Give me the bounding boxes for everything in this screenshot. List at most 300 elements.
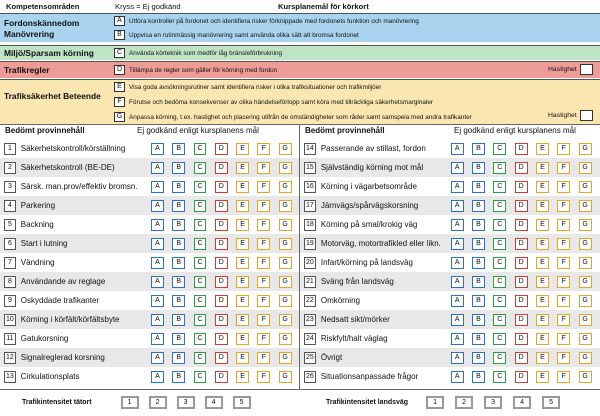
intensity-option-4[interactable]: 4 xyxy=(513,396,531,409)
row-label: Cirkulationsplats xyxy=(20,372,80,381)
grade-box-e[interactable]: E xyxy=(236,143,249,155)
grade-box-a[interactable]: A xyxy=(151,181,164,193)
row-number: 13 xyxy=(4,371,16,383)
grade-box-b[interactable]: B xyxy=(172,371,185,383)
right-assessment-subtitle: Ej godkänd enligt kursplanens mål xyxy=(454,126,576,135)
goal-e xyxy=(114,82,381,92)
left-assessment-header xyxy=(0,124,299,138)
row-number: 15 xyxy=(304,162,316,174)
grade-box-c[interactable]: C xyxy=(194,314,207,326)
assessment-row xyxy=(0,196,300,215)
grade-box-a[interactable]: A xyxy=(451,314,464,326)
grade-box-c[interactable]: C xyxy=(493,200,506,212)
grade-box-g[interactable]: G xyxy=(579,200,592,212)
grade-box-a[interactable]: A xyxy=(151,143,164,155)
grade-box-f[interactable]: F xyxy=(257,162,270,174)
grade-box-c[interactable]: C xyxy=(493,181,506,193)
goal-text: Anpassa körning, t.ex. hastighet och placering utifrån de omständigheter som råder samt samspela med andra trafikanter xyxy=(129,113,472,121)
grade-box-e[interactable]: E xyxy=(236,162,249,174)
grade-box-d[interactable]: D xyxy=(515,333,528,345)
grade-box-g[interactable]: G xyxy=(579,314,592,326)
grade-box-f[interactable]: F xyxy=(257,238,270,250)
grade-box-c[interactable]: C xyxy=(194,181,207,193)
grade-box-a[interactable]: A xyxy=(151,276,164,288)
goal-letter: F xyxy=(114,97,125,107)
row-number: 21 xyxy=(304,276,316,288)
grade-box-d[interactable]: D xyxy=(515,257,528,269)
grade-box-g[interactable]: G xyxy=(279,333,292,345)
grade-box-e[interactable]: E xyxy=(236,181,249,193)
grade-box-c[interactable]: C xyxy=(493,371,506,383)
speed-check-traffic-safety[interactable] xyxy=(548,110,593,121)
goal-letter: A xyxy=(114,16,125,26)
grade-box-e[interactable]: E xyxy=(236,352,249,364)
grade-box-a[interactable]: A xyxy=(451,162,464,174)
grade-box-a[interactable]: A xyxy=(151,162,164,174)
grade-box-c[interactable]: C xyxy=(194,143,207,155)
header-competence-areas: Kompetensområden xyxy=(6,2,80,11)
grade-box-d[interactable]: D xyxy=(215,200,228,212)
grade-box-c[interactable]: C xyxy=(493,238,506,250)
assessment-row xyxy=(300,177,600,196)
grade-box-a[interactable]: A xyxy=(451,333,464,345)
grade-box-d[interactable]: D xyxy=(515,181,528,193)
grade-box-e[interactable]: E xyxy=(536,333,549,345)
grade-box-e[interactable]: E xyxy=(536,143,549,155)
assessment-row xyxy=(0,177,300,196)
grade-box-c[interactable]: C xyxy=(493,333,506,345)
row-label: Säkerhetskontroll/körställning xyxy=(20,144,126,153)
grade-box-e[interactable]: E xyxy=(536,295,549,307)
grade-box-g[interactable]: G xyxy=(579,371,592,383)
grade-box-e[interactable]: E xyxy=(236,219,249,231)
grade-box-g[interactable]: G xyxy=(279,143,292,155)
grade-box-d[interactable]: D xyxy=(515,200,528,212)
grade-box-b[interactable]: B xyxy=(172,219,185,231)
grade-box-g[interactable]: G xyxy=(579,257,592,269)
grade-box-g[interactable]: G xyxy=(579,143,592,155)
grade-box-f[interactable]: F xyxy=(257,219,270,231)
grade-box-f[interactable]: F xyxy=(257,314,270,326)
grade-box-c[interactable]: C xyxy=(194,295,207,307)
row-number: 5 xyxy=(4,219,16,231)
row-number: 18 xyxy=(304,219,316,231)
row-label: Situationsanpassade frågor xyxy=(320,372,419,381)
grade-box-g[interactable]: G xyxy=(279,371,292,383)
assessment-row xyxy=(0,158,300,177)
grade-box-g[interactable]: G xyxy=(279,295,292,307)
intensity-option-3[interactable]: 3 xyxy=(177,396,195,409)
grade-box-e[interactable]: E xyxy=(236,371,249,383)
row-label: Körning i vägarbetsområde xyxy=(320,182,417,191)
grade-box-c[interactable]: C xyxy=(194,238,207,250)
assessment-row xyxy=(300,329,600,348)
goal-letter: D xyxy=(114,65,125,75)
grade-box-b[interactable]: B xyxy=(472,219,485,231)
row-number: 16 xyxy=(304,181,316,193)
grade-box-c[interactable]: C xyxy=(493,352,506,364)
grade-box-a[interactable]: A xyxy=(451,181,464,193)
assessment-row xyxy=(0,253,300,272)
grade-box-e[interactable]: E xyxy=(536,276,549,288)
row-number: 8 xyxy=(4,276,16,288)
row-label: Parkering xyxy=(20,201,56,210)
grade-box-g[interactable]: G xyxy=(279,276,292,288)
grade-box-b[interactable]: B xyxy=(472,143,485,155)
grade-box-f[interactable]: F xyxy=(557,162,570,174)
row-label: Vändning xyxy=(20,258,55,267)
grade-box-b[interactable]: B xyxy=(472,181,485,193)
grade-box-f[interactable]: F xyxy=(557,238,570,250)
row-number: 7 xyxy=(4,257,16,269)
grade-box-c[interactable]: C xyxy=(194,200,207,212)
grade-box-c[interactable]: C xyxy=(194,333,207,345)
grade-box-d[interactable]: D xyxy=(515,162,528,174)
row-number: 23 xyxy=(304,314,316,326)
row-number: 12 xyxy=(4,352,16,364)
assessment-row xyxy=(300,348,600,367)
row-label: Signalreglerad korsning xyxy=(20,353,105,362)
grade-box-b[interactable]: B xyxy=(172,352,185,364)
grade-box-f[interactable]: F xyxy=(557,181,570,193)
grade-box-c[interactable]: C xyxy=(194,371,207,383)
grade-box-e[interactable]: E xyxy=(536,238,549,250)
grade-box-g[interactable]: G xyxy=(579,276,592,288)
grade-box-a[interactable]: A xyxy=(451,371,464,383)
assessment-row xyxy=(0,291,300,310)
grade-box-f[interactable]: F xyxy=(557,314,570,326)
grade-box-b[interactable]: B xyxy=(472,314,485,326)
grade-box-a[interactable]: A xyxy=(451,200,464,212)
goal-text: Tillämpa de regler som gäller för körning med fordon xyxy=(129,66,278,74)
grade-box-b[interactable]: B xyxy=(472,371,485,383)
grade-box-d[interactable]: D xyxy=(215,276,228,288)
grade-box-f[interactable]: F xyxy=(257,352,270,364)
grade-box-c[interactable]: C xyxy=(493,276,506,288)
row-label: Infart/körning på landsväg xyxy=(320,258,413,267)
speed-checkbox[interactable] xyxy=(580,64,593,75)
speed-checkbox[interactable] xyxy=(580,110,593,121)
row-label: Backning xyxy=(20,220,54,229)
grade-box-d[interactable]: D xyxy=(215,352,228,364)
row-number: 19 xyxy=(304,238,316,250)
assessment-row xyxy=(300,234,600,253)
grade-box-g[interactable]: G xyxy=(579,238,592,250)
grade-box-g[interactable]: G xyxy=(279,200,292,212)
row-label: Start i lutning xyxy=(20,239,68,248)
grade-box-c[interactable]: C xyxy=(194,162,207,174)
assessment-row xyxy=(300,291,600,310)
grade-box-b[interactable]: B xyxy=(472,295,485,307)
goal-text: Använda körteknik som medför låg bränsleförbrukning xyxy=(129,49,283,57)
grade-box-g[interactable]: G xyxy=(279,352,292,364)
grade-box-b[interactable]: B xyxy=(472,333,485,345)
grade-box-g[interactable]: G xyxy=(279,181,292,193)
row-number: 22 xyxy=(304,295,316,307)
goal-text: Uppvisa en rutinmässig manövrering samt använda olika sätt att bromsa fordonet xyxy=(129,31,359,39)
grade-box-a[interactable]: A xyxy=(151,219,164,231)
row-number: 20 xyxy=(304,257,316,269)
grade-box-a[interactable]: A xyxy=(451,352,464,364)
goal-letter: G xyxy=(114,112,125,122)
grade-box-f[interactable]: F xyxy=(257,333,270,345)
row-number: 2 xyxy=(4,162,16,174)
grade-box-c[interactable]: C xyxy=(493,162,506,174)
grade-box-b[interactable]: B xyxy=(472,162,485,174)
intensity-urban-options xyxy=(121,396,251,409)
goal-g xyxy=(114,112,472,122)
row-number: 6 xyxy=(4,238,16,250)
header-cross-note: Kryss = Ej godkänd xyxy=(115,2,181,11)
grade-box-c[interactable]: C xyxy=(493,257,506,269)
grade-box-e[interactable]: E xyxy=(536,181,549,193)
row-label: Motorväg, motortrafikled eller likn. xyxy=(320,239,441,248)
grade-box-e[interactable]: E xyxy=(536,200,549,212)
grade-box-b[interactable]: B xyxy=(472,352,485,364)
grade-box-f[interactable]: F xyxy=(257,276,270,288)
row-number: 24 xyxy=(304,333,316,345)
grade-box-a[interactable]: A xyxy=(451,143,464,155)
grade-box-f[interactable]: F xyxy=(557,219,570,231)
row-label: Järnvägs/spårvägskorsning xyxy=(320,201,419,210)
grade-box-d[interactable]: D xyxy=(215,314,228,326)
goal-c xyxy=(114,48,282,58)
grade-box-c[interactable]: C xyxy=(493,219,506,231)
right-assessment-title: Bedömt provinnehåll xyxy=(305,126,385,135)
grade-box-a[interactable]: A xyxy=(151,314,164,326)
grade-box-a[interactable]: A xyxy=(151,238,164,250)
grade-box-d[interactable]: D xyxy=(215,181,228,193)
grade-box-e[interactable]: E xyxy=(536,371,549,383)
competence-traffic-safety xyxy=(0,79,600,124)
goal-text: Utföra kontroller på fordonet och identifiera risker förknippade med fordonets funktion och manövrering xyxy=(129,17,419,25)
row-label: Säkerhetskontroll (BE-DE) xyxy=(20,163,115,172)
assessment-row xyxy=(0,272,300,291)
grade-box-c[interactable]: C xyxy=(194,276,207,288)
grade-box-b[interactable]: B xyxy=(472,257,485,269)
grade-box-f[interactable]: F xyxy=(557,257,570,269)
grade-box-f[interactable]: F xyxy=(557,333,570,345)
competence-environment xyxy=(0,45,600,60)
grade-box-f[interactable]: F xyxy=(557,352,570,364)
grade-box-a[interactable]: A xyxy=(151,257,164,269)
grade-box-a[interactable]: A xyxy=(151,352,164,364)
grade-box-d[interactable]: D xyxy=(215,162,228,174)
grade-box-c[interactable]: C xyxy=(493,295,506,307)
left-assessment-subtitle: Ej godkänd enligt kursplanens mål xyxy=(137,126,259,135)
assessment-row xyxy=(0,329,300,348)
grade-box-g[interactable]: G xyxy=(279,257,292,269)
left-assessment-title: Bedömt provinnehåll xyxy=(5,126,85,135)
grade-box-e[interactable]: E xyxy=(536,219,549,231)
intensity-option-1[interactable]: 1 xyxy=(426,396,444,409)
row-label: Övrigt xyxy=(320,353,343,362)
grade-box-b[interactable]: B xyxy=(172,200,185,212)
grade-box-a[interactable]: A xyxy=(451,257,464,269)
row-label: Användande av reglage xyxy=(20,277,106,286)
row-label: Passerande av stillast, fordon xyxy=(320,144,426,153)
assessment-row xyxy=(0,310,300,329)
grade-box-b[interactable]: B xyxy=(172,238,185,250)
grade-box-c[interactable]: C xyxy=(493,143,506,155)
grade-box-e[interactable]: E xyxy=(236,257,249,269)
grade-box-b[interactable]: B xyxy=(172,333,185,345)
competence-name: Fordonskännedom Manövrering xyxy=(4,18,80,39)
grade-box-b[interactable]: B xyxy=(172,181,185,193)
row-label: Oskyddade trafikanter xyxy=(20,296,100,305)
goal-a xyxy=(114,16,419,26)
grade-box-d[interactable]: D xyxy=(515,238,528,250)
grade-box-d[interactable]: D xyxy=(215,143,228,155)
grade-box-f[interactable]: F xyxy=(257,295,270,307)
grade-box-b[interactable]: B xyxy=(172,162,185,174)
grade-box-b[interactable]: B xyxy=(172,143,185,155)
grade-box-b[interactable]: B xyxy=(172,314,185,326)
assessment-row xyxy=(0,348,300,367)
row-number: 10 xyxy=(4,314,16,326)
row-label: Särsk. man.prov/effektiv bromsn. xyxy=(20,182,138,191)
row-label: Sväng från landsväg xyxy=(320,277,394,286)
grade-box-c[interactable]: C xyxy=(194,219,207,231)
grade-box-g[interactable]: G xyxy=(279,314,292,326)
goal-text: Visa goda avsökningsrutiner samt identifiera risker i olika trafiksituationer och trafikmiljöer xyxy=(129,83,382,91)
speed-label: Hastighet xyxy=(548,112,577,119)
assessment-row xyxy=(300,272,600,291)
intensity-option-1[interactable]: 1 xyxy=(121,396,139,409)
grade-box-e[interactable]: E xyxy=(536,162,549,174)
grade-box-a[interactable]: A xyxy=(151,200,164,212)
grade-box-e[interactable]: E xyxy=(236,238,249,250)
grade-box-e[interactable]: E xyxy=(536,257,549,269)
separator xyxy=(0,389,600,390)
competence-vehicle xyxy=(0,13,600,42)
grade-box-d[interactable]: D xyxy=(215,295,228,307)
grade-box-d[interactable]: D xyxy=(515,352,528,364)
grade-box-d[interactable]: D xyxy=(515,219,528,231)
grade-box-e[interactable]: E xyxy=(536,352,549,364)
grade-box-e[interactable]: E xyxy=(236,314,249,326)
grade-box-g[interactable]: G xyxy=(579,295,592,307)
row-number: 1 xyxy=(4,143,16,155)
row-number: 11 xyxy=(4,333,16,345)
grade-box-g[interactable]: G xyxy=(579,181,592,193)
grade-box-f[interactable]: F xyxy=(257,257,270,269)
grade-box-f[interactable]: F xyxy=(557,371,570,383)
intensity-option-2[interactable]: 2 xyxy=(455,396,473,409)
grade-box-e[interactable]: E xyxy=(236,333,249,345)
grade-box-f[interactable]: F xyxy=(257,200,270,212)
grade-box-d[interactable]: D xyxy=(515,371,528,383)
row-label: Omkörning xyxy=(320,296,360,305)
grade-box-e[interactable]: E xyxy=(236,276,249,288)
grade-box-b[interactable]: B xyxy=(172,295,185,307)
intensity-option-3[interactable]: 3 xyxy=(484,396,502,409)
grade-box-g[interactable]: G xyxy=(279,219,292,231)
grade-box-b[interactable]: B xyxy=(472,238,485,250)
grade-box-f[interactable]: F xyxy=(257,143,270,155)
grade-box-g[interactable]: G xyxy=(579,219,592,231)
grade-box-a[interactable]: A xyxy=(451,219,464,231)
row-label: Gatukorsning xyxy=(20,334,69,343)
row-number: 14 xyxy=(304,143,316,155)
grade-box-d[interactable]: D xyxy=(215,371,228,383)
row-label: Nedsatt sikt/mörker xyxy=(320,315,390,324)
competence-traffic-rules xyxy=(0,61,600,78)
grade-box-a[interactable]: A xyxy=(451,295,464,307)
grade-box-d[interactable]: D xyxy=(215,333,228,345)
intensity-option-5[interactable]: 5 xyxy=(233,396,251,409)
grade-box-e[interactable]: E xyxy=(236,200,249,212)
grade-box-g[interactable]: G xyxy=(579,162,592,174)
grade-box-d[interactable]: D xyxy=(215,257,228,269)
grade-box-a[interactable]: A xyxy=(151,295,164,307)
intensity-urban-label: Trafikintensitet tätort xyxy=(22,398,92,406)
intensity-rural xyxy=(326,393,560,411)
grade-box-d[interactable]: D xyxy=(515,314,528,326)
grade-box-f[interactable]: F xyxy=(257,181,270,193)
goal-letter: B xyxy=(114,30,125,40)
assessment-row xyxy=(0,234,300,253)
row-number: 9 xyxy=(4,295,16,307)
grade-box-d[interactable]: D xyxy=(215,219,228,231)
grade-box-d[interactable]: D xyxy=(515,295,528,307)
assessment-row xyxy=(0,215,300,234)
grade-box-c[interactable]: C xyxy=(493,314,506,326)
grade-box-a[interactable]: A xyxy=(151,371,164,383)
right-assessment-header xyxy=(300,124,600,138)
grade-box-f[interactable]: F xyxy=(557,276,570,288)
grade-box-e[interactable]: E xyxy=(536,314,549,326)
row-number: 25 xyxy=(304,352,316,364)
grade-box-f[interactable]: F xyxy=(257,371,270,383)
grade-box-f[interactable]: F xyxy=(557,143,570,155)
grade-box-e[interactable]: E xyxy=(236,295,249,307)
assessment-row xyxy=(300,253,600,272)
grade-box-g[interactable]: G xyxy=(579,352,592,364)
grade-box-a[interactable]: A xyxy=(451,276,464,288)
intensity-option-2[interactable]: 2 xyxy=(149,396,167,409)
grade-box-c[interactable]: C xyxy=(194,352,207,364)
assessment-row xyxy=(300,367,600,386)
grade-box-b[interactable]: B xyxy=(472,276,485,288)
grade-box-c[interactable]: C xyxy=(194,257,207,269)
grade-box-f[interactable]: F xyxy=(557,295,570,307)
grade-box-a[interactable]: A xyxy=(451,238,464,250)
speed-check-traffic-rules[interactable] xyxy=(548,64,593,75)
row-label: Riskfylt/halt väglag xyxy=(320,334,388,343)
grade-box-d[interactable]: D xyxy=(515,276,528,288)
grade-box-g[interactable]: G xyxy=(579,333,592,345)
goal-letter: E xyxy=(114,82,125,92)
grade-box-d[interactable]: D xyxy=(515,143,528,155)
grade-box-f[interactable]: F xyxy=(557,200,570,212)
grade-box-d[interactable]: D xyxy=(215,238,228,250)
assessment-row xyxy=(0,367,300,386)
grade-box-a[interactable]: A xyxy=(151,333,164,345)
grade-box-b[interactable]: B xyxy=(172,276,185,288)
row-label: Körning i körfält/körfältsbyte xyxy=(20,315,120,324)
row-number: 17 xyxy=(304,200,316,212)
intensity-option-4[interactable]: 4 xyxy=(205,396,223,409)
row-number: 4 xyxy=(4,200,16,212)
intensity-option-5[interactable]: 5 xyxy=(542,396,560,409)
grade-box-b[interactable]: B xyxy=(472,200,485,212)
grade-box-g[interactable]: G xyxy=(279,162,292,174)
goal-text: Förutse och bedöma konsekvenser av olika händelseförlopp samt köra med tillräckliga säkerhetsmarginaler xyxy=(129,98,434,106)
header-row xyxy=(0,0,600,13)
grade-box-b[interactable]: B xyxy=(172,257,185,269)
grade-box-g[interactable]: G xyxy=(279,238,292,250)
